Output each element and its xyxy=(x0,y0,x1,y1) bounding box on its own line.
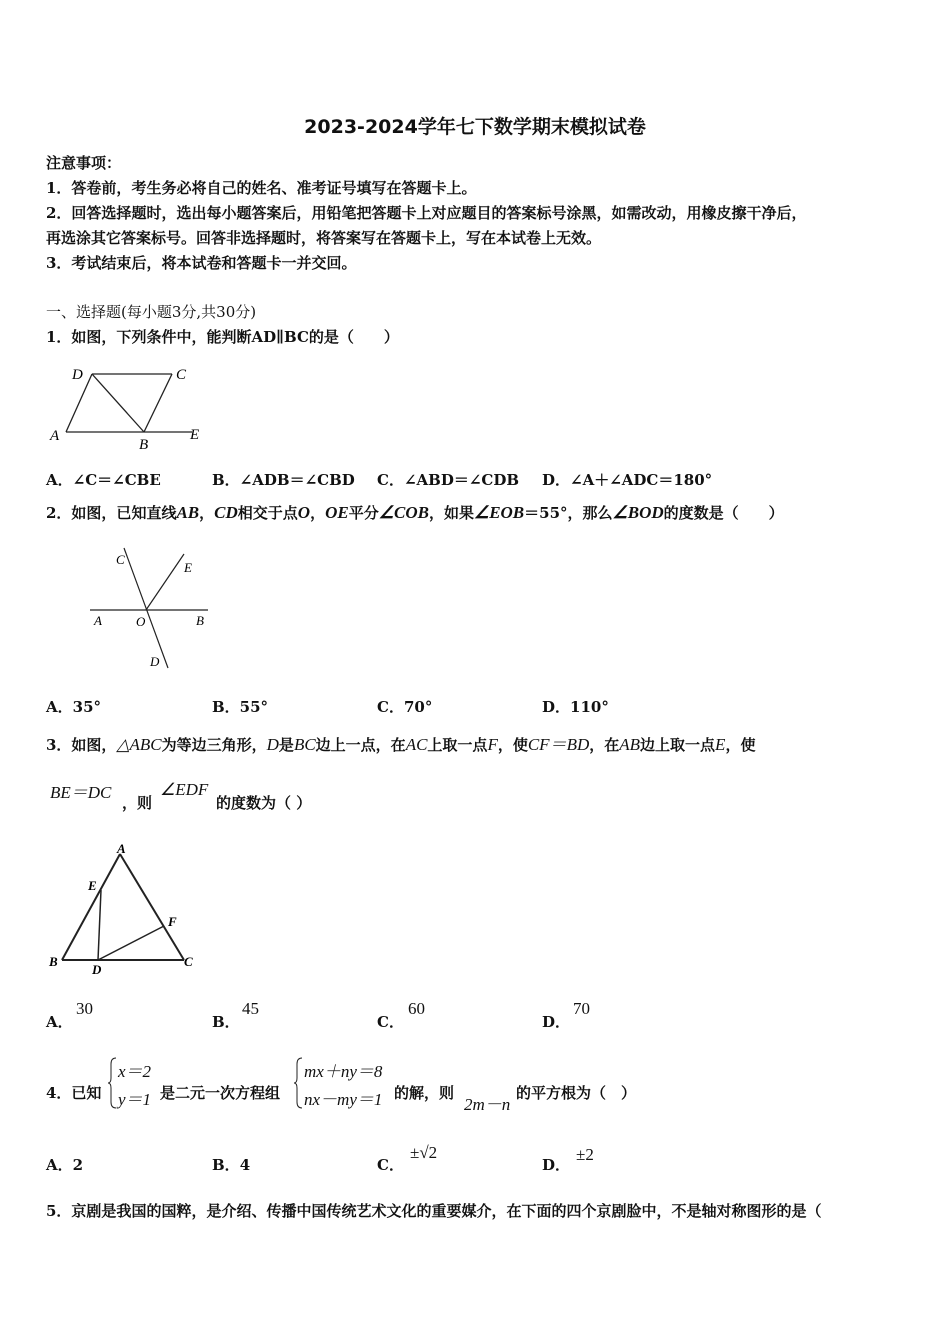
q2-stem: 2．如图，已知直线AB，CD相交于点O，OE平分∠COB，如果∠EOB＝55°，那么∠BOD的度数是（ ） xyxy=(46,503,784,522)
q1-label-d: D xyxy=(72,367,83,383)
q2-label-d: D xyxy=(150,654,160,669)
q2-label-c: C xyxy=(116,552,125,567)
q3-then: ，则 xyxy=(122,794,153,812)
q1-label-c: C xyxy=(176,367,187,383)
q4-brace-2 xyxy=(294,1056,304,1110)
notice-item-2a: 2．回答选择题时，选出每小题答案后，用铅笔把答题卡上对应题目的答案标号涂黑，如需改动，用橡皮擦干净后， xyxy=(46,204,807,222)
q3-label-c: C xyxy=(184,954,193,969)
q4-option-d-value: ±2 xyxy=(576,1145,594,1164)
q3-be-dc: BE＝DC xyxy=(50,783,112,802)
q4-expression: 2m－n xyxy=(464,1095,511,1114)
q3-option-b: B． xyxy=(212,1013,240,1031)
q4-option-d: D． xyxy=(542,1156,571,1174)
q2-option-b: B．55° xyxy=(212,698,269,716)
q2-label-o: O xyxy=(136,614,146,629)
q4-then: 的解，则 xyxy=(394,1084,455,1102)
q4-option-a: A．2 xyxy=(46,1156,84,1174)
q2-option-d: D．110° xyxy=(542,698,609,716)
q1-stem: 1．如图，下列条件中，能判断AD∥BC的是（ ） xyxy=(46,328,399,346)
q4-sys1-eq2: y＝1 xyxy=(118,1090,152,1109)
q1-label-e: E xyxy=(190,427,200,443)
q3-label-b: B xyxy=(49,954,58,969)
q3-option-a-value: 30 xyxy=(76,999,93,1018)
q3-option-c: C． xyxy=(377,1013,404,1031)
q3-option-c-value: 60 xyxy=(408,999,425,1018)
q3-stem-line1: 3．如图，△ABC为等边三角形，D是BC边上一点，在AC上取一点F，使CF＝BD，在AB边上取一点E，使 xyxy=(46,735,756,754)
page-title: 2023-2024学年七下数学期末模拟试卷 xyxy=(304,116,646,138)
q3-label-a: A xyxy=(117,841,126,856)
q1-option-a: A．∠C＝∠CBE xyxy=(46,471,161,489)
notice-item-1: 1．答卷前，考生务必将自己的姓名、准考证号填写在答题卡上。 xyxy=(46,179,477,197)
q4-option-b: B．4 xyxy=(212,1156,251,1174)
q4-option-c-value: ±√2 xyxy=(410,1143,438,1162)
q3-label-f: F xyxy=(168,914,177,929)
q4-sys2-eq1: mx＋ny＝8 xyxy=(304,1062,383,1081)
notice-item-3: 3．考试结束后，将本试卷和答题卡一并交回。 xyxy=(46,254,357,272)
q3-option-a: A． xyxy=(46,1013,73,1031)
q1-figure xyxy=(44,360,214,455)
q4-sys1-eq1: x＝2 xyxy=(118,1062,152,1081)
q3-angle-edf: ∠EDF xyxy=(160,780,209,799)
q4-sys2-eq2: nx－my＝1 xyxy=(304,1090,383,1109)
q2-label-b: B xyxy=(196,613,204,628)
q4-option-c: C． xyxy=(377,1156,404,1174)
q4-brace-1 xyxy=(108,1056,118,1110)
q1-label-b: B xyxy=(139,437,149,453)
q4-stem-end: 的平方根为（ ） xyxy=(516,1084,637,1102)
q1-label-a: A xyxy=(50,428,60,444)
q3-option-d: D． xyxy=(542,1013,571,1031)
q1-option-b: B．∠ADB＝∠CBD xyxy=(212,471,355,489)
q1-option-d: D．∠A＋∠ADC＝180° xyxy=(542,471,713,489)
q3-label-d: D xyxy=(92,962,102,977)
q2-label-a: A xyxy=(94,613,102,628)
q2-option-c: C．70° xyxy=(377,698,433,716)
q3-stem-end: 的度数为（ ） xyxy=(216,794,312,812)
q2-figure xyxy=(80,540,220,675)
q5-stem: 5．京剧是我国的国粹，是介绍、传播中国传统艺术文化的重要媒介，在下面的四个京剧脸中，不是轴对称图形的是（ xyxy=(46,1202,822,1220)
q2-option-a: A．35° xyxy=(46,698,102,716)
q2-label-e: E xyxy=(184,560,192,575)
q3-option-d-value: 70 xyxy=(573,999,590,1018)
q4-prefix: 4．已知 xyxy=(46,1084,102,1102)
q3-figure xyxy=(44,840,204,980)
q3-label-e: E xyxy=(88,878,97,893)
q1-option-c: C．∠ABD＝∠CDB xyxy=(377,471,520,489)
notice-heading: 注意事项： xyxy=(46,154,122,172)
section-heading: 一、选择题(每小题3分,共30分) xyxy=(46,303,257,321)
q4-mid: 是二元一次方程组 xyxy=(160,1084,281,1102)
q3-option-b-value: 45 xyxy=(242,999,259,1018)
notice-item-2b: 再选涂其它答案标号。回答非选择题时，将答案写在答题卡上，写在本试卷上无效。 xyxy=(46,229,602,247)
